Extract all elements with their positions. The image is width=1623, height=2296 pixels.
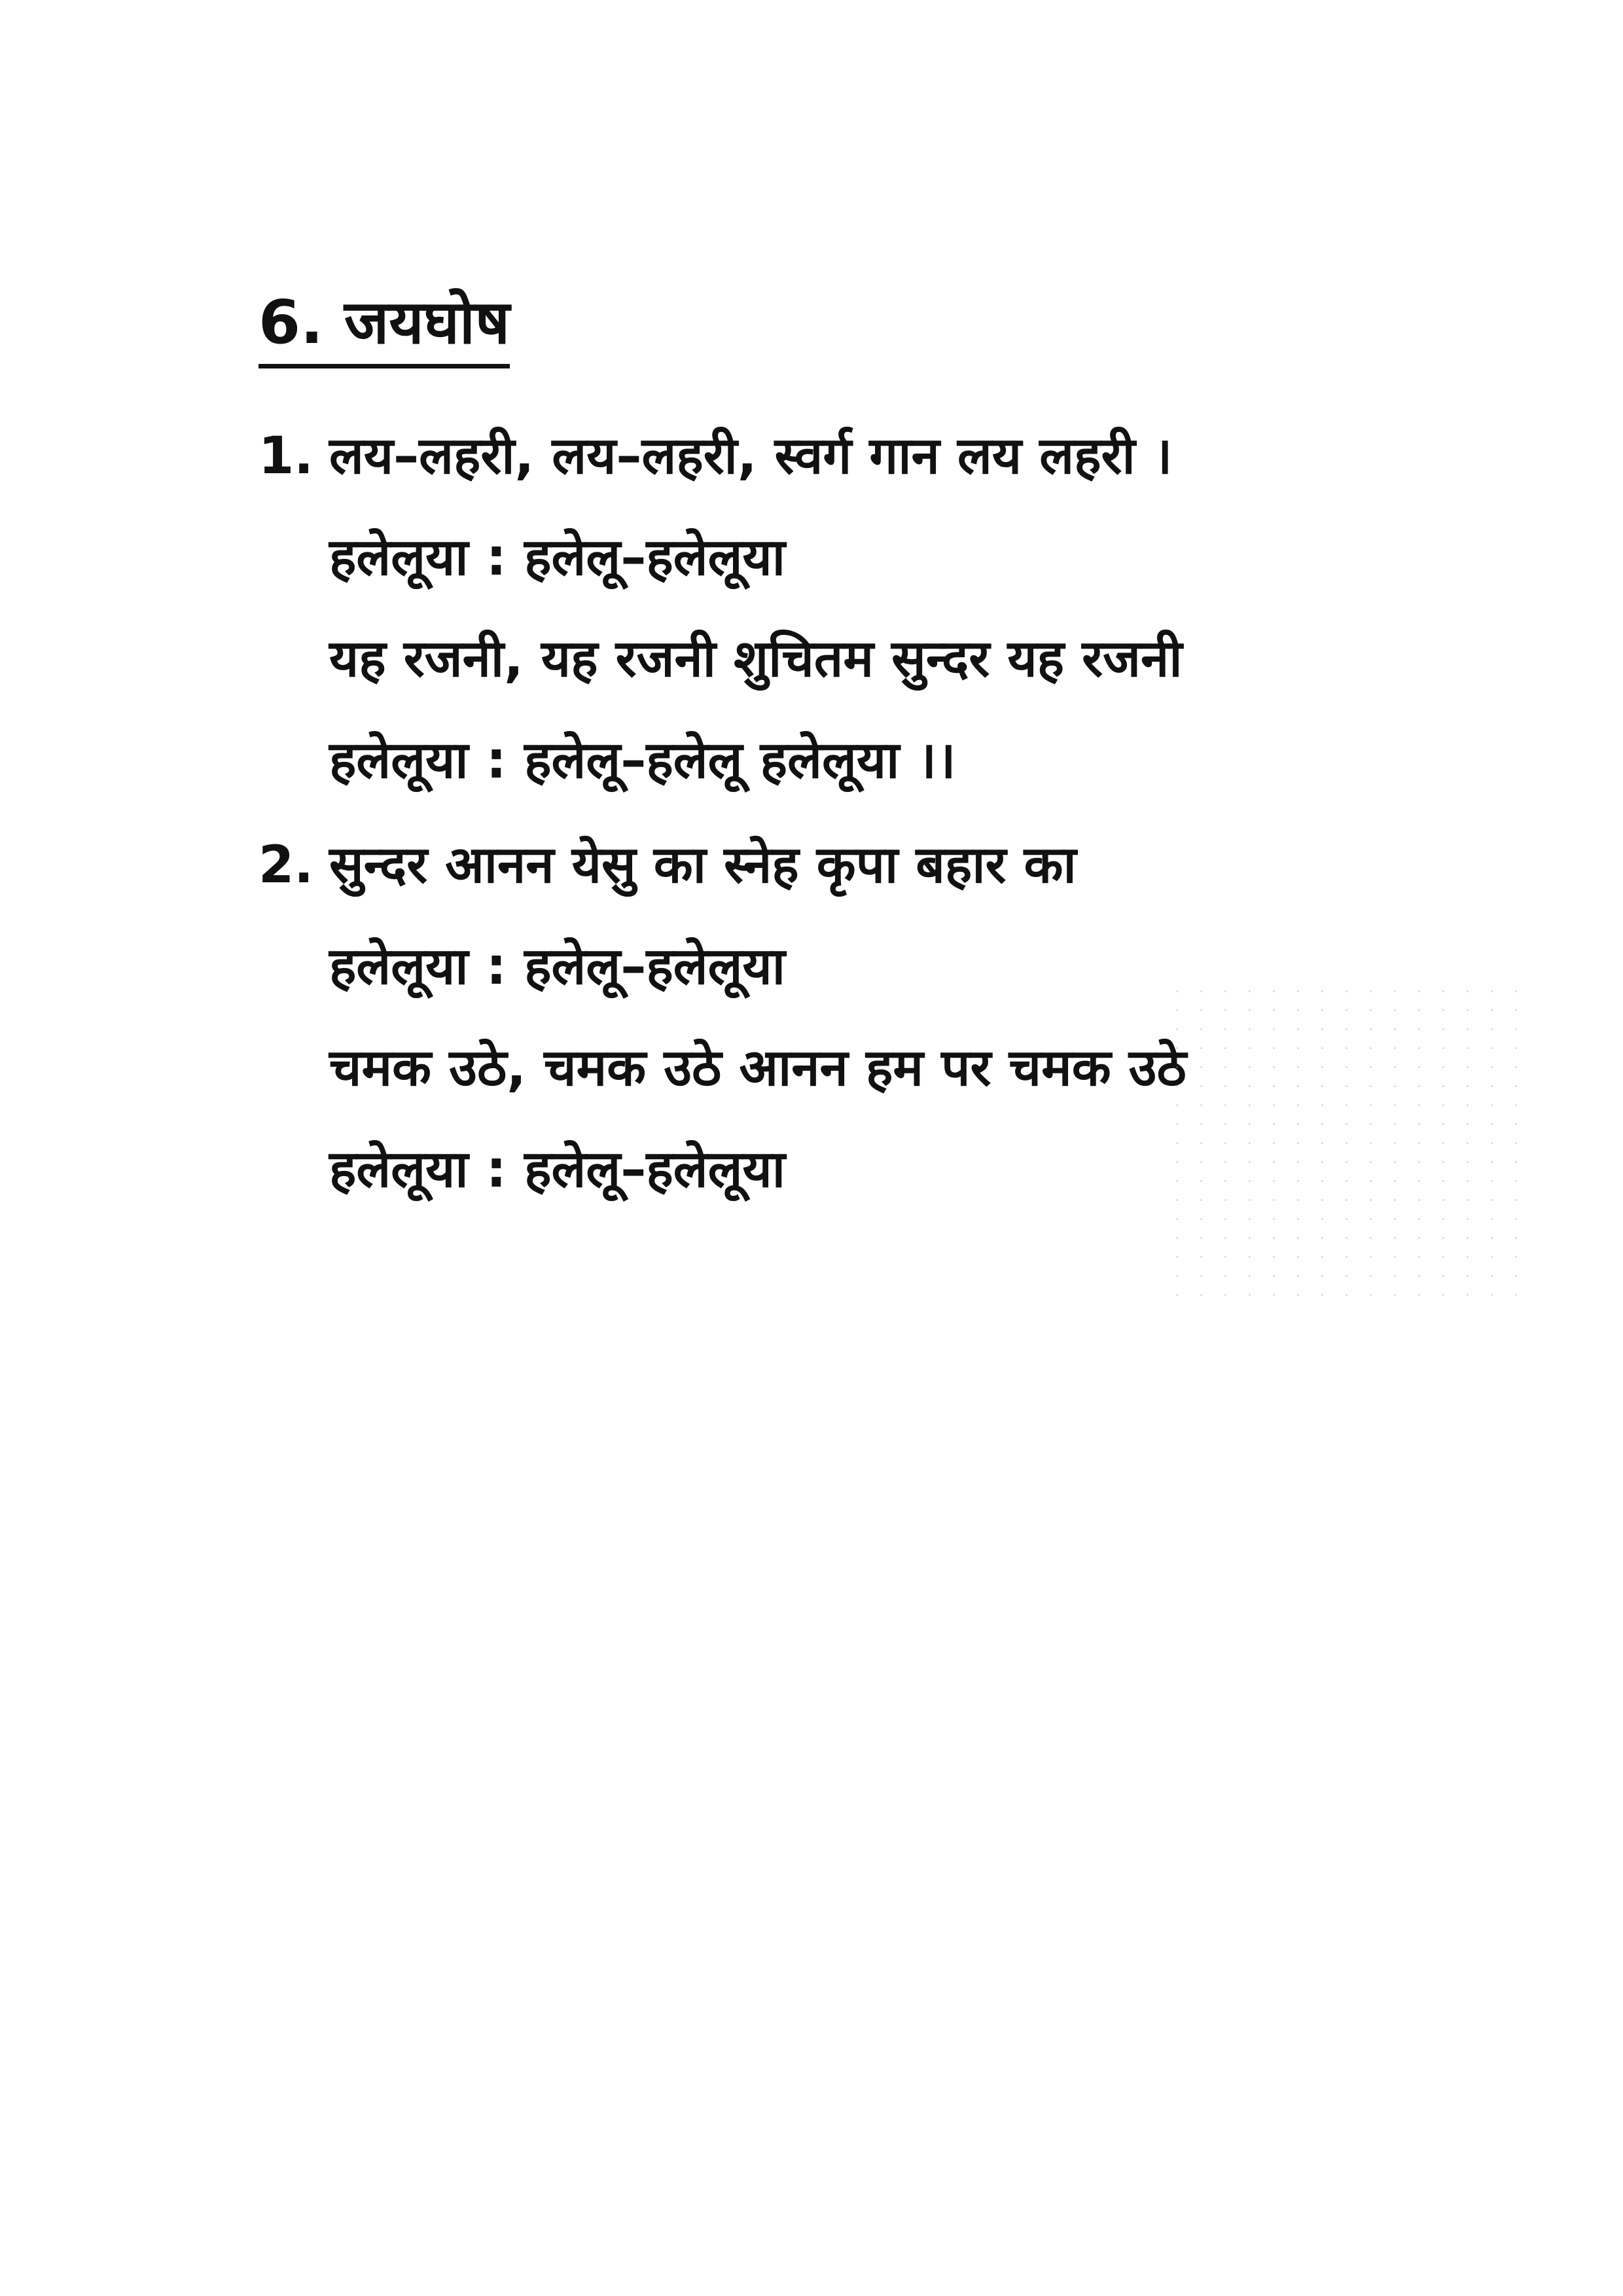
verse-line [259, 723, 1502, 825]
verse-number: 1. [259, 427, 313, 486]
verse-line-text: हलेलूया : हलेलू–हलेलू हलेलूया ।। [329, 731, 956, 790]
verse-line-text: लय–लहरी, लय–लहरी, स्वर्ग गान लय लहरी । [329, 427, 1173, 486]
verse-line [259, 622, 1502, 723]
section-title: 6. जयघोष [259, 288, 510, 368]
verse-line [259, 520, 1502, 622]
verse-line-text: हलेलूया : हलेलू–हलेलूया [329, 937, 785, 996]
verse-1 [259, 419, 1502, 825]
verse-line-text: यह रजनी, यह रजनी शुचितम सुन्दर यह रजनी [329, 630, 1183, 689]
verse-line-text: चमक उठे, चमक उठे आनन हम पर चमक उठे [329, 1039, 1186, 1098]
verse-line-text: सुन्दर आनन येसु का स्नेह कृपा बहार का [329, 836, 1077, 895]
verse-number: 2. [259, 836, 313, 895]
verse-line [259, 419, 1502, 520]
verse-line-text: हलेलूया : हलेलू–हलेलूया [329, 528, 785, 587]
verse-line [259, 828, 1502, 929]
verse-line-text: हलेलूया : हलेलू–हलेलूया [329, 1140, 785, 1199]
scan-noise [1165, 982, 1531, 1309]
